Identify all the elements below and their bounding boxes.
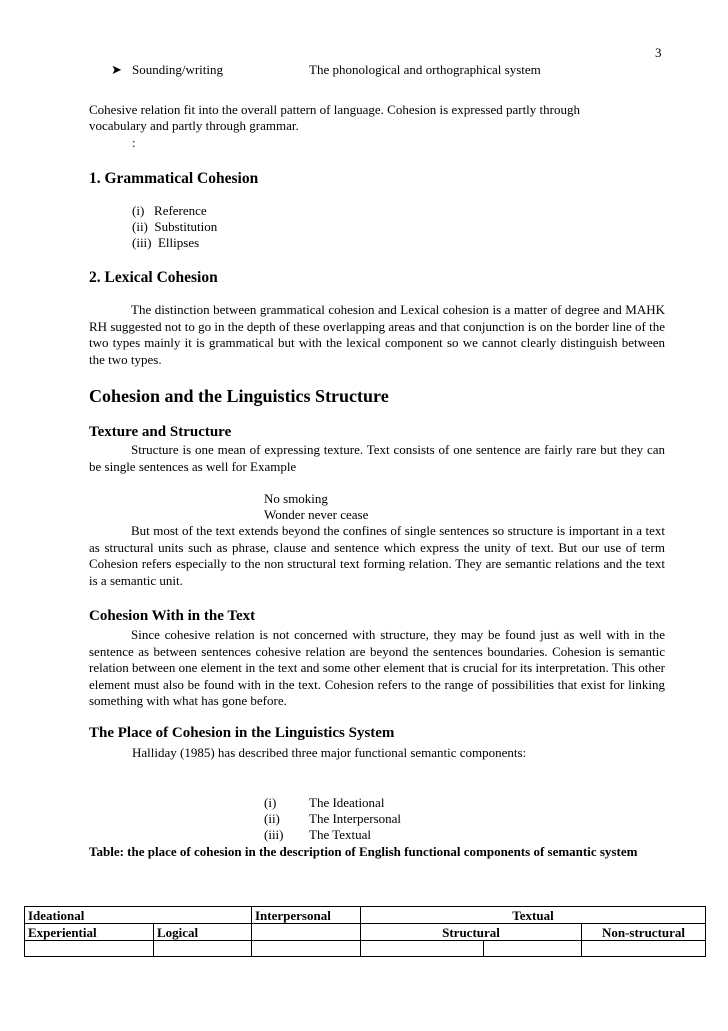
- grammatical-item-3: (iii) Ellipses: [132, 235, 200, 250]
- lexical-heading: 2. Lexical Cohesion: [89, 269, 218, 286]
- grammatical-heading: 1. Grammatical Cohesion: [89, 170, 259, 187]
- example-wonder: Wonder never cease: [264, 507, 369, 522]
- cell-empty: [154, 941, 252, 957]
- table-row: [25, 907, 706, 924]
- intro-colon: :: [132, 135, 136, 150]
- table-caption: Table: the place of cohesion in the description of English functional components of semantic system: [89, 844, 638, 859]
- cell-ideational: Ideational: [25, 907, 252, 924]
- cell-empty: [25, 941, 154, 957]
- grammatical-item-1: (i) Reference: [132, 203, 207, 218]
- example-no-smoking: No smoking: [264, 491, 328, 506]
- cell-structural: Structural: [361, 924, 582, 941]
- texture-heading: Texture and Structure: [89, 424, 232, 440]
- intro-line2: vocabulary and partly through grammar.: [89, 118, 299, 133]
- component-label-1: The Ideational: [309, 795, 385, 810]
- cell-non-structural: Non-structural: [582, 924, 706, 941]
- table-row: [25, 924, 706, 941]
- sounding-term: Sounding/writing: [132, 62, 224, 77]
- texture-paragraph1: Structure is one mean of expressing texture. Text consists of one sentence are fairly rare but they can be single sentences as well for Example: [89, 442, 665, 474]
- component-label-2: The Interpersonal: [309, 811, 402, 826]
- cell-logical: Logical: [154, 924, 252, 941]
- component-num-2: (ii): [264, 811, 280, 826]
- place-intro: Halliday (1985) has described three major functional semantic components:: [132, 745, 527, 760]
- page-number: 3: [655, 45, 662, 60]
- texture-paragraph2: But most of the text extends beyond the confines of single sentences so structure is important in a text as structural units such as phrase, clause and sentence which express the unity of text. But our use of term Cohesion refers especially to the non structural text forming relation. They are semantic relations and the text is a semantic unit.: [89, 523, 665, 588]
- functional-components-table: [24, 906, 706, 957]
- cell-empty: [252, 924, 361, 941]
- place-heading: The Place of Cohesion in the Linguistics System: [89, 725, 395, 741]
- within-heading: Cohesion With in the Text: [89, 608, 256, 624]
- section-title: Cohesion and the Linguistics Structure: [89, 386, 389, 406]
- cell-interpersonal: Interpersonal: [252, 907, 361, 924]
- cell-empty: [252, 941, 361, 957]
- component-num-1: (i): [264, 795, 277, 810]
- cell-textual: Textual: [361, 907, 706, 924]
- grammatical-item-2: (ii) Substitution: [132, 219, 218, 234]
- bullet-arrow-icon: ➤: [111, 62, 122, 77]
- component-label-3: The Textual: [309, 827, 372, 842]
- table-row: [25, 941, 706, 957]
- cell-empty: [361, 941, 484, 957]
- within-paragraph: Since cohesive relation is not concerned with structure, they may be found just as well with in the sentence as between sentences cohesive relation are beyond the sentences boundaries. Cohesion is semantic relation between one element in the text and some other element that is crucial for its interpretation. This other element must also be found with in the text. Cohesion refers to the range of possibilities that exist for linking something with what has gone before.: [89, 627, 665, 708]
- intro-line1: Cohesive relation fit into the overall pattern of language. Cohesion is expressed partly through: [89, 102, 580, 117]
- cell-empty: [484, 941, 582, 957]
- lexical-paragraph: The distinction between grammatical cohesion and Lexical cohesion is a matter of degree and MAHK RH suggested not to go in the depth of these overlapping areas and that conjunction is on the border line of the two types mainly it is grammatical but with the lexical component so we cannot clearly distinguish between the two types.: [89, 302, 665, 367]
- sounding-definition: The phonological and orthographical system: [309, 62, 541, 77]
- cell-experiential: Experiential: [25, 924, 154, 941]
- cell-empty: [582, 941, 706, 957]
- component-num-3: (iii): [264, 827, 284, 842]
